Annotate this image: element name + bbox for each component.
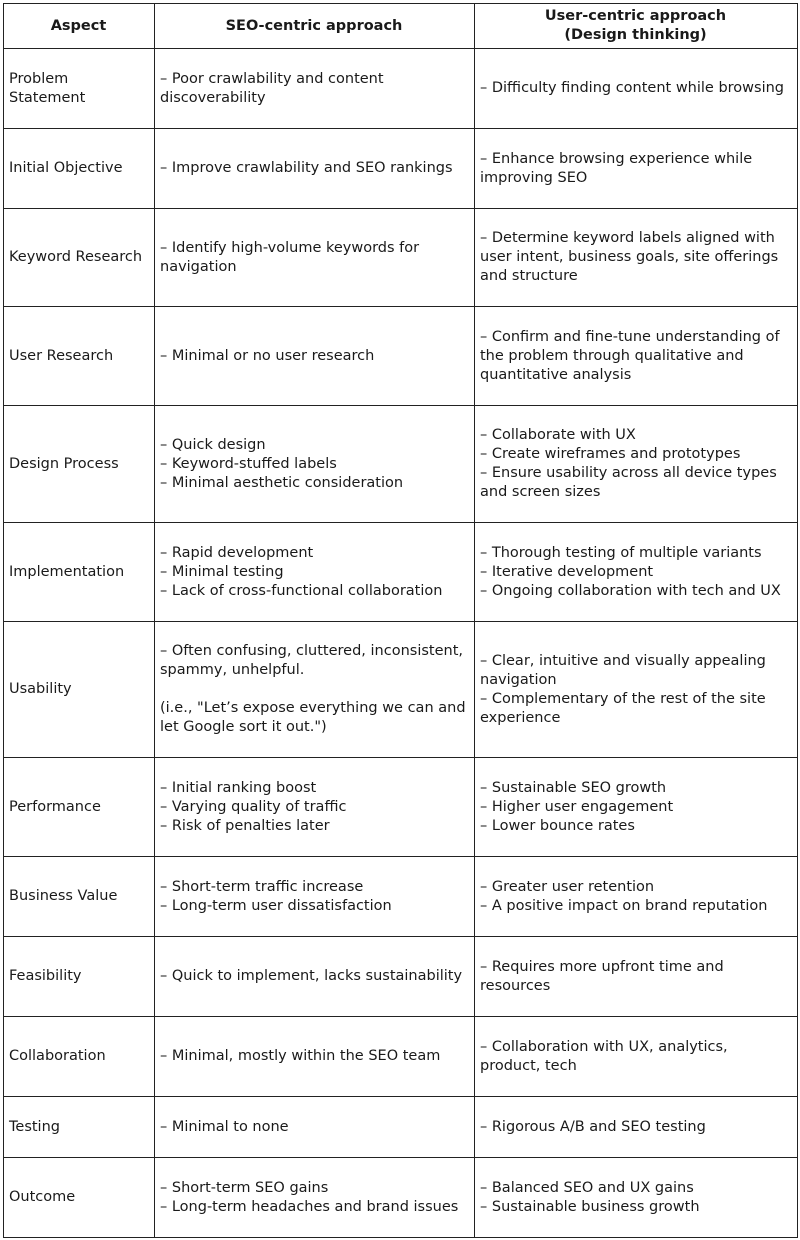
- cell-aspect: Testing: [4, 1097, 155, 1158]
- cell-line: – Varying quality of traffic: [160, 798, 347, 815]
- table-row: [4, 209, 798, 307]
- cell-aspect: Feasibility: [4, 937, 155, 1017]
- cell-user-centric: [475, 857, 798, 937]
- header-user-centric: [475, 4, 798, 49]
- table-row: [4, 523, 798, 622]
- cell-line: – Rigorous A/B and SEO testing: [480, 1118, 706, 1135]
- cell-user-centric: [475, 307, 798, 406]
- cell-user-centric: [475, 129, 798, 209]
- cell-aspect: Design Process: [4, 406, 155, 523]
- table-row: [4, 406, 798, 523]
- cell-line: – Determine keyword labels aligned with user intent, business goals, site offerings and structure: [480, 230, 779, 284]
- cell-line: – Risk of penalties later: [160, 817, 330, 834]
- cell-line: – Enhance browsing experience while improving SEO: [480, 150, 753, 186]
- cell-spacer: [160, 680, 468, 699]
- cell-line: – Minimal, mostly within the SEO team: [160, 1048, 441, 1064]
- cell-line: – Requires more upfront time and resources: [480, 958, 724, 994]
- cell-aspect: Problem Statement: [4, 49, 155, 129]
- cell-user-centric: [475, 523, 798, 622]
- cell-line: – Collaboration with UX, analytics, product, tech: [480, 1038, 728, 1074]
- cell-line: – Often confusing, cluttered, inconsistent, spammy, unhelpful.: [160, 643, 463, 678]
- cell-seo-centric: [155, 622, 475, 758]
- cell-line: – Clear, intuitive and visually appealing navigation: [480, 652, 766, 688]
- table-row: [4, 1017, 798, 1097]
- cell-seo-centric: [155, 209, 475, 307]
- cell-line: – Keyword-stuffed labels: [160, 455, 337, 472]
- cell-seo-centric: [155, 937, 475, 1017]
- table-row: [4, 937, 798, 1017]
- cell-line: – Minimal or no user research: [160, 347, 375, 364]
- cell-aspect: User Research: [4, 307, 155, 406]
- cell-user-centric: [475, 406, 798, 523]
- header-aspect: Aspect: [4, 4, 155, 49]
- table-row: [4, 758, 798, 857]
- cell-line: – Quick to implement, lacks sustainability: [160, 968, 463, 984]
- cell-line: – Sustainable business growth: [480, 1198, 700, 1215]
- cell-seo-centric: [155, 1097, 475, 1158]
- cell-line: – Quick design: [160, 436, 266, 453]
- cell-user-centric: [475, 209, 798, 307]
- cell-line: (i.e., "Let’s expose everything we can and let Google sort it out."): [160, 700, 466, 735]
- cell-seo-centric: [155, 49, 475, 129]
- header-seo-centric: SEO-centric approach: [155, 4, 475, 49]
- cell-line: – Iterative development: [480, 563, 654, 580]
- header-user-centric-line1: User-centric approach: [544, 8, 727, 24]
- table-row: [4, 49, 798, 129]
- cell-line: – Higher user engagement: [480, 798, 674, 815]
- cell-line: – Collaborate with UX: [480, 427, 636, 443]
- cell-aspect: Business Value: [4, 857, 155, 937]
- cell-aspect: Initial Objective: [4, 129, 155, 209]
- cell-line: – Lack of cross-functional collaboration: [160, 582, 443, 599]
- cell-line: – Long-term headaches and brand issues: [160, 1198, 459, 1215]
- cell-line: – Greater user retention: [480, 878, 655, 895]
- cell-seo-centric: [155, 1017, 475, 1097]
- cell-line: – Identify high-volume keywords for navigation: [160, 239, 420, 275]
- comparison-table: [3, 3, 798, 1238]
- cell-aspect: Performance: [4, 758, 155, 857]
- cell-aspect: Usability: [4, 622, 155, 758]
- cell-line: – A positive impact on brand reputation: [480, 897, 768, 914]
- cell-seo-centric: [155, 857, 475, 937]
- cell-user-centric: [475, 1097, 798, 1158]
- cell-line: – Short-term SEO gains: [160, 1179, 329, 1196]
- cell-user-centric: [475, 758, 798, 857]
- cell-user-centric: [475, 937, 798, 1017]
- cell-seo-centric: [155, 523, 475, 622]
- cell-line: – Poor crawlability and content discoverability: [160, 70, 384, 106]
- cell-line: – Balanced SEO and UX gains: [480, 1179, 694, 1196]
- cell-line: – Long-term user dissatisfaction: [160, 897, 392, 914]
- cell-line: – Minimal testing: [160, 563, 284, 580]
- cell-line: – Improve crawlability and SEO rankings: [160, 160, 453, 176]
- cell-aspect: Implementation: [4, 523, 155, 622]
- cell-aspect: Keyword Research: [4, 209, 155, 307]
- cell-seo-centric: [155, 758, 475, 857]
- cell-seo-centric: [155, 307, 475, 406]
- cell-user-centric: [475, 1158, 798, 1238]
- comparison-table-wrapper: [3, 3, 797, 1238]
- cell-seo-centric: [155, 129, 475, 209]
- table-row: [4, 129, 798, 209]
- cell-line: – Create wireframes and prototypes: [480, 446, 741, 462]
- cell-aspect: Outcome: [4, 1158, 155, 1238]
- table-row: [4, 1158, 798, 1238]
- cell-line: – Short-term traffic increase: [160, 878, 364, 895]
- table-row: [4, 622, 798, 758]
- cell-line: – Thorough testing of multiple variants: [480, 544, 762, 561]
- table-row: [4, 857, 798, 937]
- cell-seo-centric: [155, 1158, 475, 1238]
- cell-line: – Minimal aesthetic consideration: [160, 474, 404, 491]
- header-user-centric-line2: (Design thinking): [564, 27, 707, 43]
- cell-line: – Complementary of the rest of the site experience: [480, 690, 766, 726]
- cell-user-centric: [475, 622, 798, 758]
- table-row: [4, 307, 798, 406]
- cell-line: – Initial ranking boost: [160, 779, 317, 796]
- cell-aspect: Collaboration: [4, 1017, 155, 1097]
- cell-line: – Minimal to none: [160, 1118, 289, 1135]
- table-header: [4, 4, 798, 49]
- cell-seo-centric: [155, 406, 475, 523]
- cell-line: – Ongoing collaboration with tech and UX: [480, 582, 781, 599]
- cell-line: – Sustainable SEO growth: [480, 779, 667, 796]
- cell-line: – Rapid development: [160, 544, 314, 561]
- cell-line: – Confirm and fine-tune understanding of the problem through qualitative and quantitative analysis: [480, 328, 780, 383]
- table-body: [4, 49, 798, 1238]
- cell-user-centric: [475, 1017, 798, 1097]
- cell-line: – Ensure usability across all device types and screen sizes: [480, 465, 777, 500]
- cell-user-centric: [475, 49, 798, 129]
- cell-line: – Lower bounce rates: [480, 817, 635, 834]
- cell-line: – Difficulty finding content while browsing: [480, 80, 785, 96]
- header-row: [4, 4, 798, 49]
- table-row: [4, 1097, 798, 1158]
